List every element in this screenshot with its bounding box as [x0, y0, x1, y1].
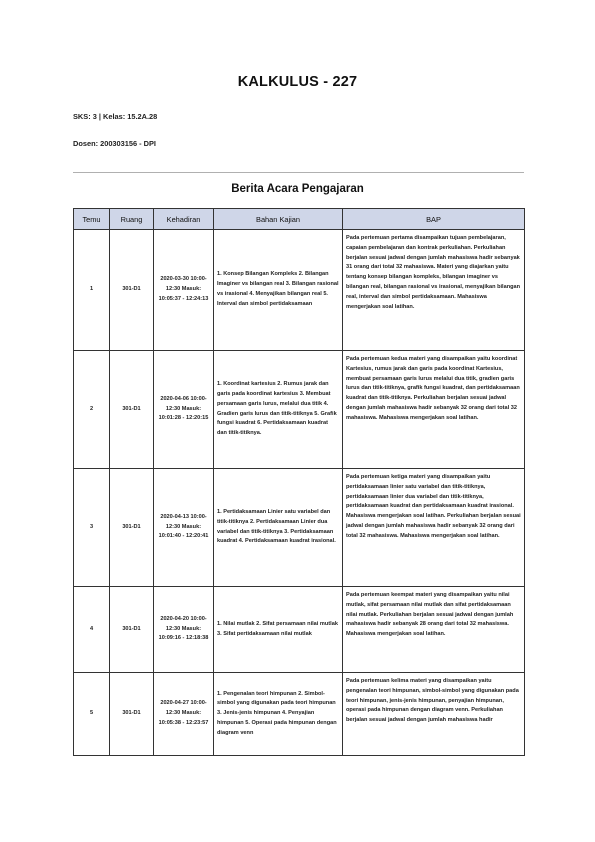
cell-bahan-kajian: 1. Konsep Bilangan Kompleks 2. Bilangan Imaginer vs bilangan real 3. Bilangan rasional vs irasional 4. Menyajikan bilangan real 5. Interval dan simbol pertidaksamaan — [214, 230, 343, 351]
lecturer-info: Dosen: 200303156 - DPI — [73, 139, 156, 148]
teaching-report-table — [73, 208, 525, 756]
table-row — [74, 469, 525, 587]
cell-kehadiran: 2020-04-20 10:00-12:30 Masuk: 10:09:16 - 12:18:38 — [154, 587, 214, 673]
cell-bahan-kajian: 1. Pertidaksamaan Linier satu variabel dan titik-titiknya 2. Pertidaksamaan Linier dua variabel dan titik-titiknya 3. Pertidaksamaan kuadrat 4. Pertidaksamaan kuadrat irasional. — [214, 469, 343, 587]
cell-bap: Pada pertemuan ketiga materi yang disampaikan yaitu pertidaksamaan linier satu variabel dan titik-titiknya, pertidaksamaan linier dua variabel dan titik-titiknya, pertidaksamaan kuadrat dan pertidaksamaan kuadrat irasional. Mahasiswa mengerjakan soal latihan. Perkuliahan berjalan sesuai jadwal dengan jumlah mahasiswa hadir sebanyak 32 orang dari total 32 mahasiswa. Mahasiswa mengerjakan soal latihan. — [343, 469, 525, 587]
header-kehadiran: Kehadiran — [154, 209, 214, 230]
table-header-row — [74, 209, 525, 230]
cell-ruang: 301-D1 — [110, 587, 154, 673]
cell-kehadiran: 2020-04-13 10:00-12:30 Masuk: 10:01:40 - 12:20:41 — [154, 469, 214, 587]
cell-ruang: 301-D1 — [110, 230, 154, 351]
divider — [73, 172, 524, 173]
cell-ruang: 301-D1 — [110, 351, 154, 469]
cell-bahan-kajian: 1. Nilai mutlak 2. Sifat persamaan nilai mutlak 3. Sifat pertidaksamaan nilai mutlak — [214, 587, 343, 673]
cell-bap: Pada pertemuan kedua materi yang disampaikan yaitu koordinat Kartesius, rumus jarak dan garis pada koordinat Kartesius, membuat persamaan garis lurus melalui dua titik, gradien garis lurus dan titik-titiknya, grafik fungsi kuadrat, dan pertidaksamaan kuadrat dan titik-titiknya. Perkuliahan berjalan sesuai jadwal dengan jumlah mahasiswa hadir sebanyak 32 orang dari total 32 mahasiswa. Mahasiswa mengerjakan soal latihan. — [343, 351, 525, 469]
course-info: SKS: 3 | Kelas: 15.2A.28 — [73, 112, 158, 121]
page-title: KALKULUS - 227 — [237, 74, 358, 90]
cell-ruang: 301-D1 — [110, 673, 154, 756]
cell-bahan-kajian: 1. Koordinat kartesius 2. Rumus jarak dan garis pada koordinat kartesius 3. Membuat persamaan garis lurus, melalui dua titik 4. Gradien garis lurus dan titik-titiknya 5. Grafik fungsi kuadrat 6. Pertidaksamaan kuadrat dan titik-titiknya. — [214, 351, 343, 469]
header-bahan-kajian: Bahan Kajian — [214, 209, 343, 230]
cell-temu: 3 — [74, 469, 110, 587]
cell-kehadiran: 2020-03-30 10:00-12:30 Masuk: 10:05:37 - 12:24:13 — [154, 230, 214, 351]
section-title: Berita Acara Pengajaran — [231, 183, 364, 195]
cell-ruang: 301-D1 — [110, 469, 154, 587]
cell-temu: 5 — [74, 673, 110, 756]
table-row — [74, 351, 525, 469]
header-ruang: Ruang — [110, 209, 154, 230]
header-temu: Temu — [74, 209, 110, 230]
cell-kehadiran: 2020-04-06 10:00-12:30 Masuk: 10:01:28 - 12:20:15 — [154, 351, 214, 469]
cell-temu: 1 — [74, 230, 110, 351]
table-row — [74, 673, 525, 756]
cell-bahan-kajian: 1. Pengenalan teori himpunan 2. Simbol-simbol yang digunakan pada teori himpunan 3. Jenis-jenis himpunan 4. Penyajian himpunan 5. Operasi pada himpunan dengan diagram venn — [214, 673, 343, 756]
cell-kehadiran: 2020-04-27 10:00-12:30 Masuk: 10:05:38 - 12:23:57 — [154, 673, 214, 756]
cell-bap: Pada pertemuan keempat materi yang disampaikan yaitu nilai mutlak, sifat persamaan nilai mutlak dan sifat pertidaksamaan nilai mutlak. Perkuliahan berjalan sesuai jadwal dengan jumlah mahasiswa hadir sebanyak 28 orang dari total 32 mahasiswa. Mahasiswa mengerjakan soal latihan. — [343, 587, 525, 673]
table-row — [74, 587, 525, 673]
cell-temu: 4 — [74, 587, 110, 673]
table-row — [74, 230, 525, 351]
header-bap: BAP — [343, 209, 525, 230]
cell-bap: Pada pertemuan pertama disampaikan tujuan pembelajaran, capaian pembelajaran dan kontrak perkuliahan. Perkuliahan berjalan sesuai jadwal dengan jumlah mahasiswa hadir sebanyak 31 orang dari total 32 mahasiswa. Materi yang diajarkan yaitu tentang konsep bilangan kompleks, bilangan imaginer vs bilangan real, bilangan rasional vs irasional, menyajikan bilangan real, interval dan simbol pertidaksamaan. Mahasiswa mengerjakan soal latihan. — [343, 230, 525, 351]
cell-bap: Pada pertemuan kelima materi yang disampaikan yaitu pengenalan teori himpunan, simbol-simbol yang digunakan pada teori himpunan, jenis-jenis himpunan, penyajian himpunan, operasi pada himpunan dengan diagram venn. Perkuliahan berjalan sesuai jadwal dengan jumlah mahasiswa hadir — [343, 673, 525, 756]
cell-temu: 2 — [74, 351, 110, 469]
